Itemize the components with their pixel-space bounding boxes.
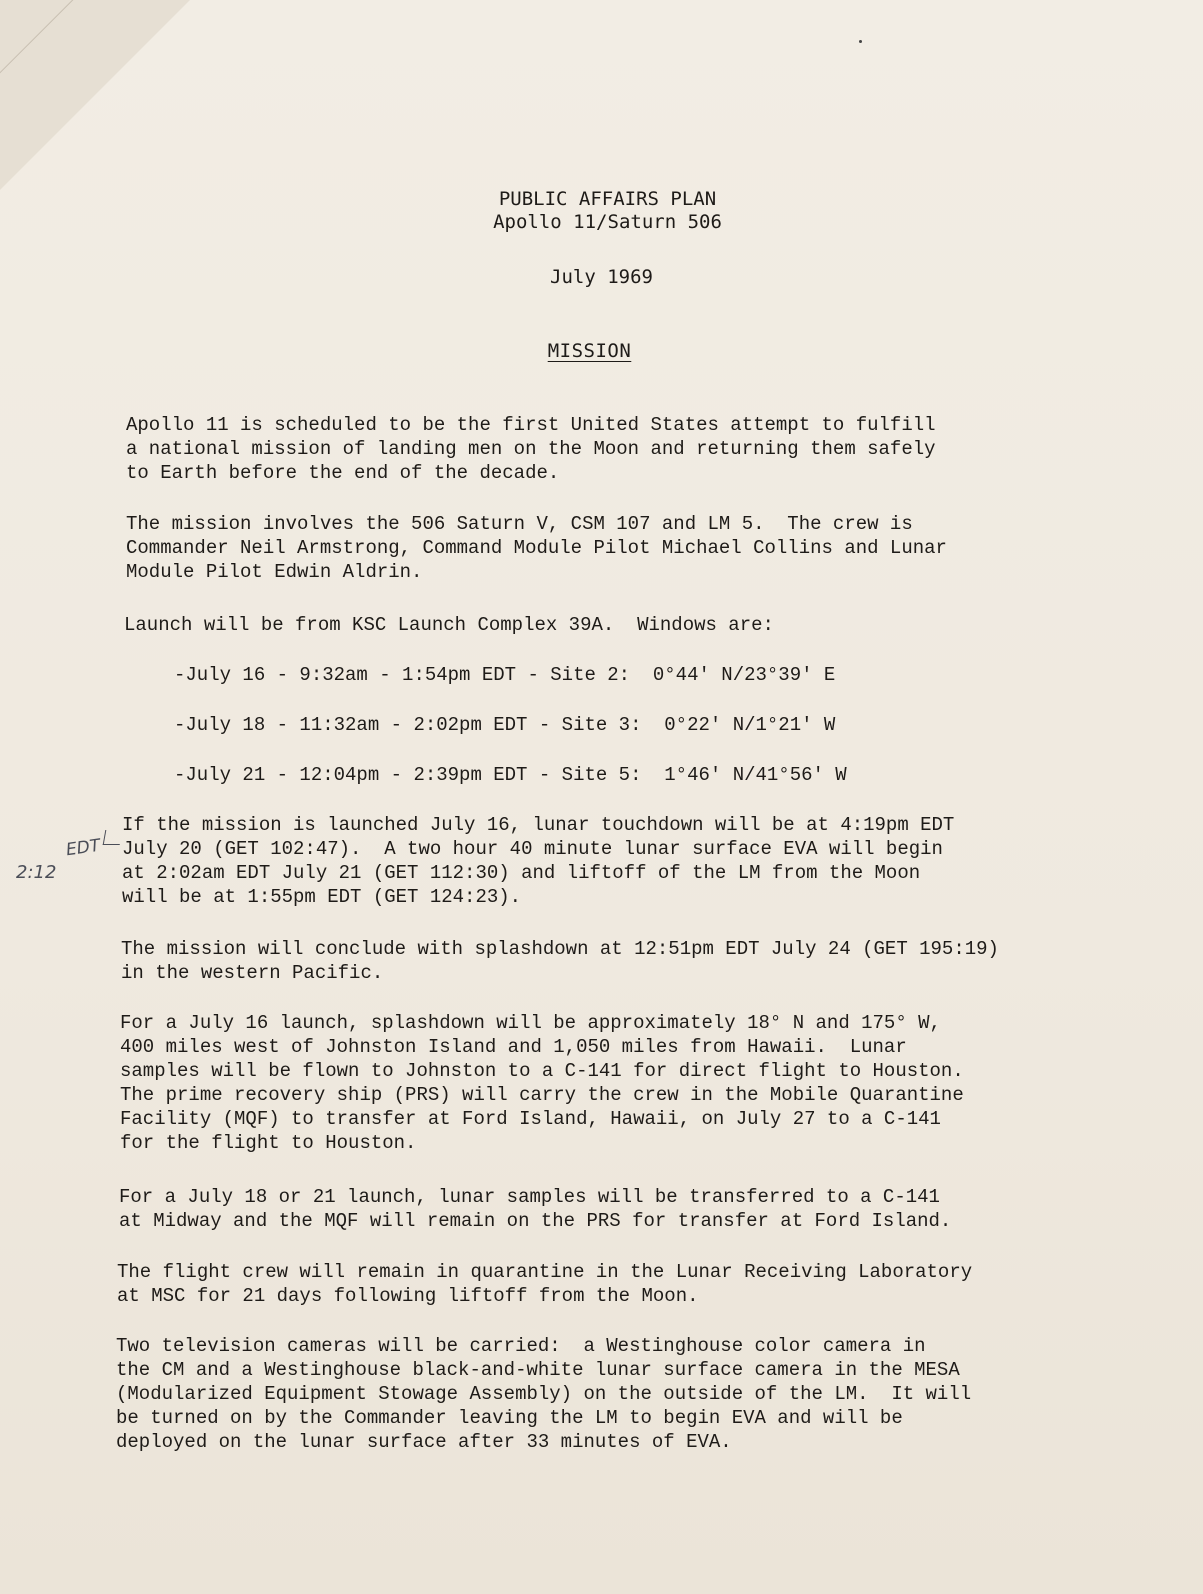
handwritten-time-note: 2:12 xyxy=(16,862,57,883)
paragraph-alternate-launch: For a July 18 or 21 launch, lunar samples will be transferred to a C-141 at Midway and the MQF will remain on the PRS for transfer at Ford Island. xyxy=(119,1186,952,1232)
plan-date: July 1969 xyxy=(550,266,653,288)
paragraph-crew: The mission involves the 506 Saturn V, CSM 107 and LM 5. The crew is Commander Neil Armstrong, Command Module Pilot Michael Collins and Lunar Module Pilot Edwin Aldrin. xyxy=(126,513,947,583)
folded-corner xyxy=(0,0,190,190)
paragraph-splashdown: The mission will conclude with splashdown at 12:51pm EDT July 24 (GET 195:19) in the western Pacific. xyxy=(121,938,999,984)
paragraph-intro: Apollo 11 is scheduled to be the first United States attempt to fulfill a national mission of landing men on the Moon and returning them safely to Earth before the end of the decade. xyxy=(126,414,936,484)
paragraph-touchdown: If the mission is launched July 16, lunar touchdown will be at 4:19pm EDT July 20 (GET 102:47). A two hour 40 minute lunar surface EVA will begin at 2:02am EDT July 21 (GET 112:30) and liftoff of the LM from the Moon will be at 1:55pm EDT (GET 124:23). xyxy=(122,814,955,908)
plan-subtitle: Apollo 11/Saturn 506 xyxy=(493,211,722,233)
handwritten-check-mark xyxy=(103,830,123,845)
paragraph-launch: Launch will be from KSC Launch Complex 39A. Windows are: xyxy=(124,614,774,636)
section-title-mission: MISSION xyxy=(547,340,632,362)
paragraph-television: Two television cameras will be carried: a Westinghouse color camera in the CM and a Westinghouse black-and-white lunar surface camera in the MESA (Modularized Equipment Stowage Assembly) on the outside of the LM. It will be turned on by the Commander leaving the LM to begin EVA and will be deployed on the lunar surface after 33 minutes of EVA. xyxy=(116,1335,972,1453)
launch-window-1: -July 16 - 9:32am - 1:54pm EDT - Site 2: 0°44' N/23°39' E xyxy=(174,664,836,686)
ink-speck xyxy=(859,40,862,43)
launch-window-2: -July 18 - 11:32am - 2:02pm EDT - Site 3: 0°22' N/1°21' W xyxy=(174,714,836,736)
paragraph-quarantine: The flight crew will remain in quarantine in the Lunar Receiving Laboratory at MSC for 21 days following liftoff from the Moon. xyxy=(117,1261,973,1307)
launch-window-3: -July 21 - 12:04pm - 2:39pm EDT - Site 5: 1°46' N/41°56' W xyxy=(174,764,847,786)
handwritten-edt-note: EDT xyxy=(64,835,102,861)
paragraph-recovery: For a July 16 launch, splashdown will be approximately 18° N and 175° W, 400 miles west of Johnston Island and 1,050 miles from Hawaii. Lunar samples will be flown to Johnston to a C-141 for direct flight to Houston. The prime recovery ship (PRS) will carry the crew in the Mobile Quarantine Facility (MQF) to transfer at Ford Island, Hawaii, on July 27 to a C-141 for the flight to Houston. xyxy=(120,1012,964,1154)
plan-title: PUBLIC AFFAIRS PLAN xyxy=(498,188,717,210)
